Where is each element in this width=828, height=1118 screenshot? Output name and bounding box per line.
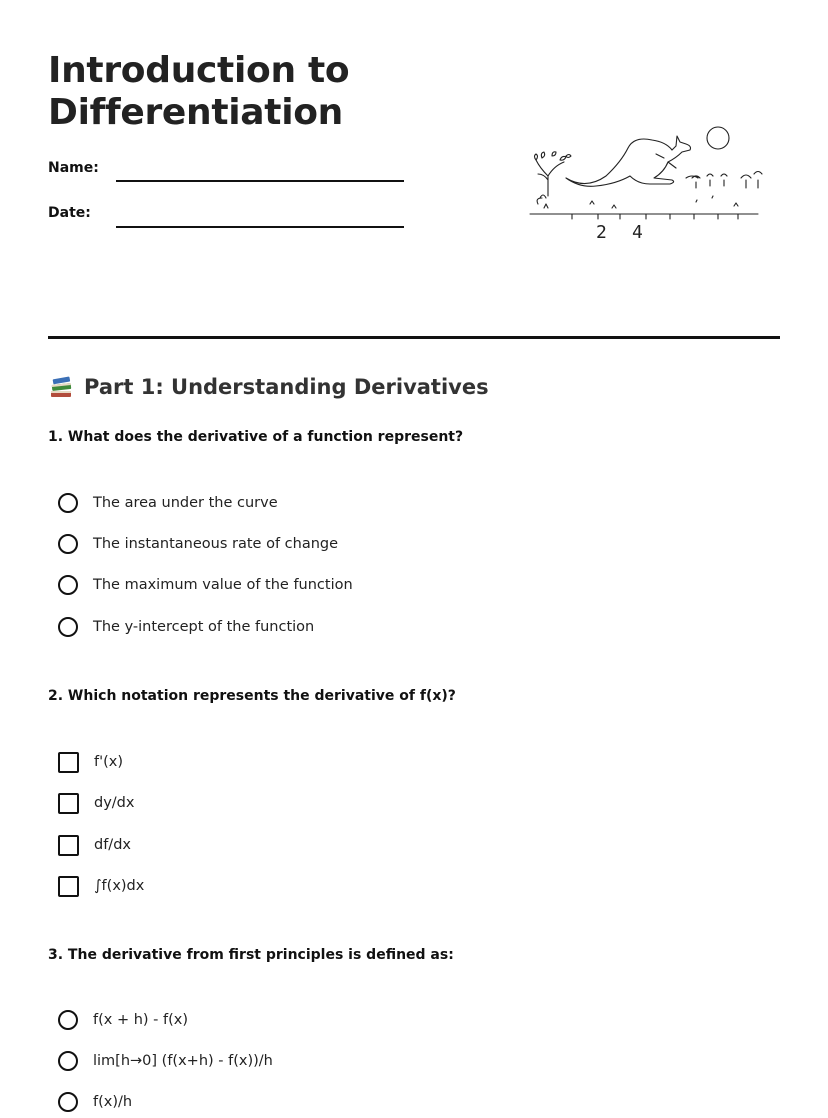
option-label: dy/dx xyxy=(94,795,135,811)
radio-button[interactable] xyxy=(58,617,78,637)
illustration-number-2: 2 xyxy=(596,222,607,243)
illustration-number-4: 4 xyxy=(632,222,643,243)
name-label: Name: xyxy=(48,160,99,176)
option-label: ∫f(x)dx xyxy=(94,878,145,894)
q3-option-2[interactable] xyxy=(58,1049,273,1073)
books-icon xyxy=(48,374,74,400)
checkbox[interactable] xyxy=(58,835,79,856)
q1-option-3[interactable] xyxy=(58,573,353,597)
radio-button[interactable] xyxy=(58,575,78,595)
q1-option-2[interactable] xyxy=(58,532,338,556)
title-line-2: Differentiation xyxy=(48,92,344,133)
q2-option-1[interactable] xyxy=(58,750,123,774)
section-divider xyxy=(48,336,780,339)
title-line-1: Introduction to xyxy=(48,50,350,91)
tree-icon xyxy=(535,152,572,196)
date-label: Date: xyxy=(48,205,91,221)
radio-button[interactable] xyxy=(58,1051,78,1071)
q3-option-1[interactable] xyxy=(58,1008,188,1032)
option-label: The area under the curve xyxy=(93,495,278,511)
option-label: The y-intercept of the function xyxy=(93,619,315,635)
q2-option-4[interactable] xyxy=(58,874,144,898)
radio-button[interactable] xyxy=(58,493,78,513)
sun-icon xyxy=(707,127,729,149)
q2-option-3[interactable] xyxy=(58,833,131,857)
q1-option-1[interactable] xyxy=(58,491,278,515)
checkbox[interactable] xyxy=(58,752,79,773)
worksheet-title xyxy=(48,50,349,134)
option-label: The instantaneous rate of change xyxy=(93,536,339,552)
name-field[interactable] xyxy=(116,180,404,182)
option-label: df/dx xyxy=(94,837,131,853)
q3-option-3[interactable] xyxy=(58,1090,132,1114)
option-label: f'(x) xyxy=(94,754,123,770)
radio-button[interactable] xyxy=(58,534,78,554)
kangaroo-icon xyxy=(566,136,691,186)
question-1: 1. What does the derivative of a function represent? xyxy=(48,429,464,445)
question-3: 3. The derivative from first principles is defined as: xyxy=(48,947,454,963)
checkbox[interactable] xyxy=(58,793,79,814)
option-label: f(x + h) - f(x) xyxy=(93,1012,189,1028)
option-label: f(x)/h xyxy=(93,1094,133,1110)
checkbox[interactable] xyxy=(58,876,79,897)
part1-title-text: Part 1: Understanding Derivatives xyxy=(84,375,489,399)
q1-option-4[interactable] xyxy=(58,615,314,639)
date-field[interactable] xyxy=(116,226,404,228)
part1-title xyxy=(48,374,489,400)
question-2: 2. Which notation represents the derivative of f(x)? xyxy=(48,688,456,704)
option-label: lim[h→0] (f(x+h) - f(x))/h xyxy=(93,1053,273,1069)
radio-button[interactable] xyxy=(58,1010,78,1030)
option-label: The maximum value of the function xyxy=(93,577,353,593)
radio-button[interactable] xyxy=(58,1092,78,1112)
kangaroo-illustration xyxy=(526,118,772,244)
q2-option-2[interactable] xyxy=(58,791,134,815)
